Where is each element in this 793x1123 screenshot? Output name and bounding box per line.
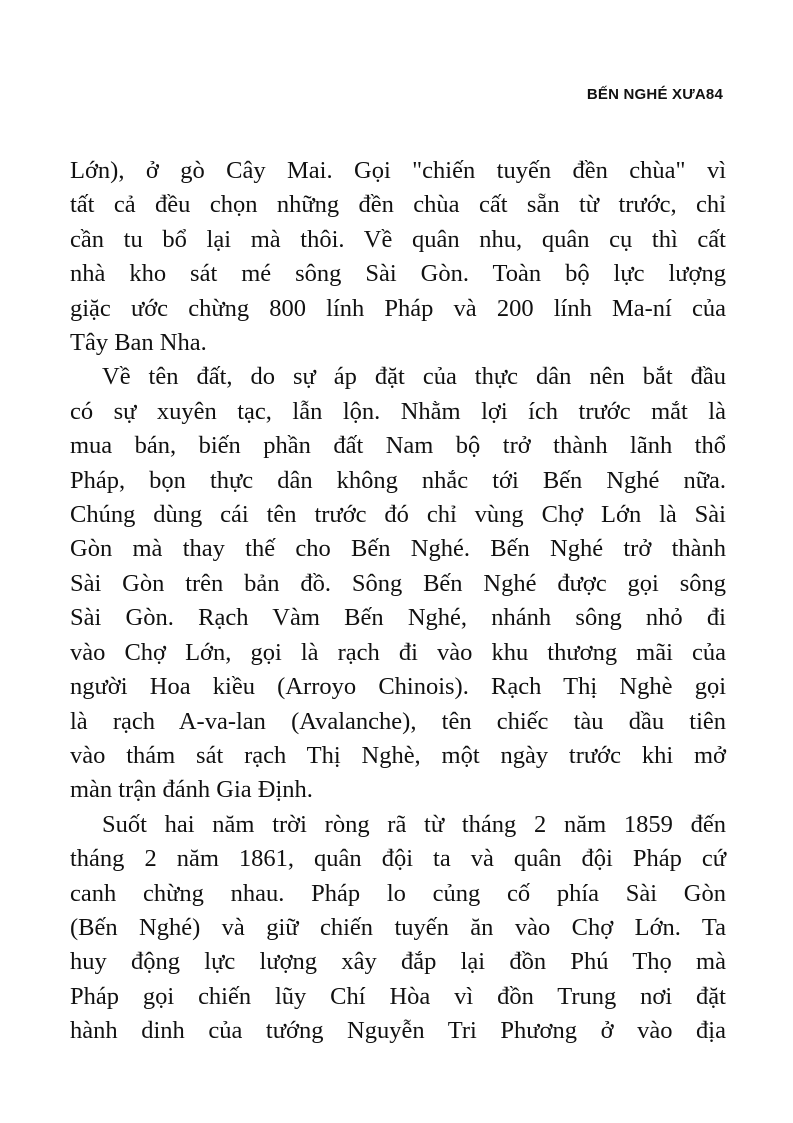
text-line: Sài Gòn. Rạch Vàm Bến Nghé, nhánh sông nhỏ đi — [70, 604, 726, 632]
text-line: canh chừng nhau. Pháp lo củng cố phía Sài Gòn — [70, 879, 726, 907]
text-line: tất cả đều chọn những đền chùa cất sẵn từ trước, chỉ — [70, 191, 726, 219]
text-line: Sài Gòn trên bản đồ. Sông Bến Nghé được gọi sông — [70, 569, 726, 597]
text-line: nhà kho sát mé sông Sài Gòn. Toàn bộ lực lượng — [70, 260, 726, 288]
running-title: BẾN NGHÉ XƯA — [586, 86, 706, 103]
text-line: vào Chợ Lớn, gọi là rạch đi vào khu thương mãi của — [70, 638, 726, 666]
text-line: Chúng dùng cái tên trước đó chỉ vùng Chợ Lớn là Sài — [70, 501, 726, 529]
text-line: mua bán, biến phần đất Nam bộ trở thành lãnh thổ — [70, 432, 726, 460]
text-line: giặc ước chừng 800 lính Pháp và 200 lính Ma-ní của — [70, 294, 726, 322]
text-line: vào thám sát rạch Thị Nghè, một ngày trước khi mở — [70, 741, 726, 769]
text-line: Pháp gọi chiến lũy Chí Hòa vì đồn Trung nơi đặt — [70, 982, 726, 1010]
text-line: Gòn mà thay thế cho Bến Nghé. Bến Nghé trở thành — [70, 535, 726, 563]
text-line: Suốt hai năm trời ròng rã từ tháng 2 năm 1859 đến — [102, 810, 726, 838]
running-header — [587, 86, 723, 103]
text-line: tháng 2 năm 1861, quân đội ta và quân đội Pháp cứ — [70, 845, 726, 873]
text-line: hành dinh của tướng Nguyễn Tri Phương ở vào địa — [70, 1017, 726, 1045]
text-line: Tây Ban Nha. — [70, 329, 207, 357]
body-text — [70, 154, 726, 1049]
text-line: Về tên đất, do sự áp đặt của thực dân nên bắt đầu — [102, 363, 726, 391]
text-line: Lớn), ở gò Cây Mai. Gọi "chiến tuyến đền chùa" vì — [70, 157, 726, 184]
text-line: có sự xuyên tạc, lẫn lộn. Nhằm lợi ích trước mắt là — [70, 397, 726, 425]
text-line: là rạch A-va-lan (Avalanche), tên chiếc tàu dầu tiên — [70, 707, 726, 735]
page-number: 84 — [705, 86, 723, 103]
text-line: (Bến Nghé) và giữ chiến tuyến ăn vào Chợ Lớn. Ta — [70, 913, 726, 941]
text-line: Pháp, bọn thực dân không nhắc tới Bến Nghé nữa. — [70, 466, 726, 494]
text-line: người Hoa kiều (Arroyo Chinois). Rạch Thị Nghè gọi — [70, 673, 726, 701]
text-line: màn trận đánh Gia Định. — [70, 776, 313, 804]
text-line: cần tu bổ lại mà thôi. Về quân nhu, quân cụ thì cất — [70, 225, 726, 253]
text-line: huy động lực lượng xây đắp lại đồn Phú Thọ mà — [70, 948, 726, 976]
